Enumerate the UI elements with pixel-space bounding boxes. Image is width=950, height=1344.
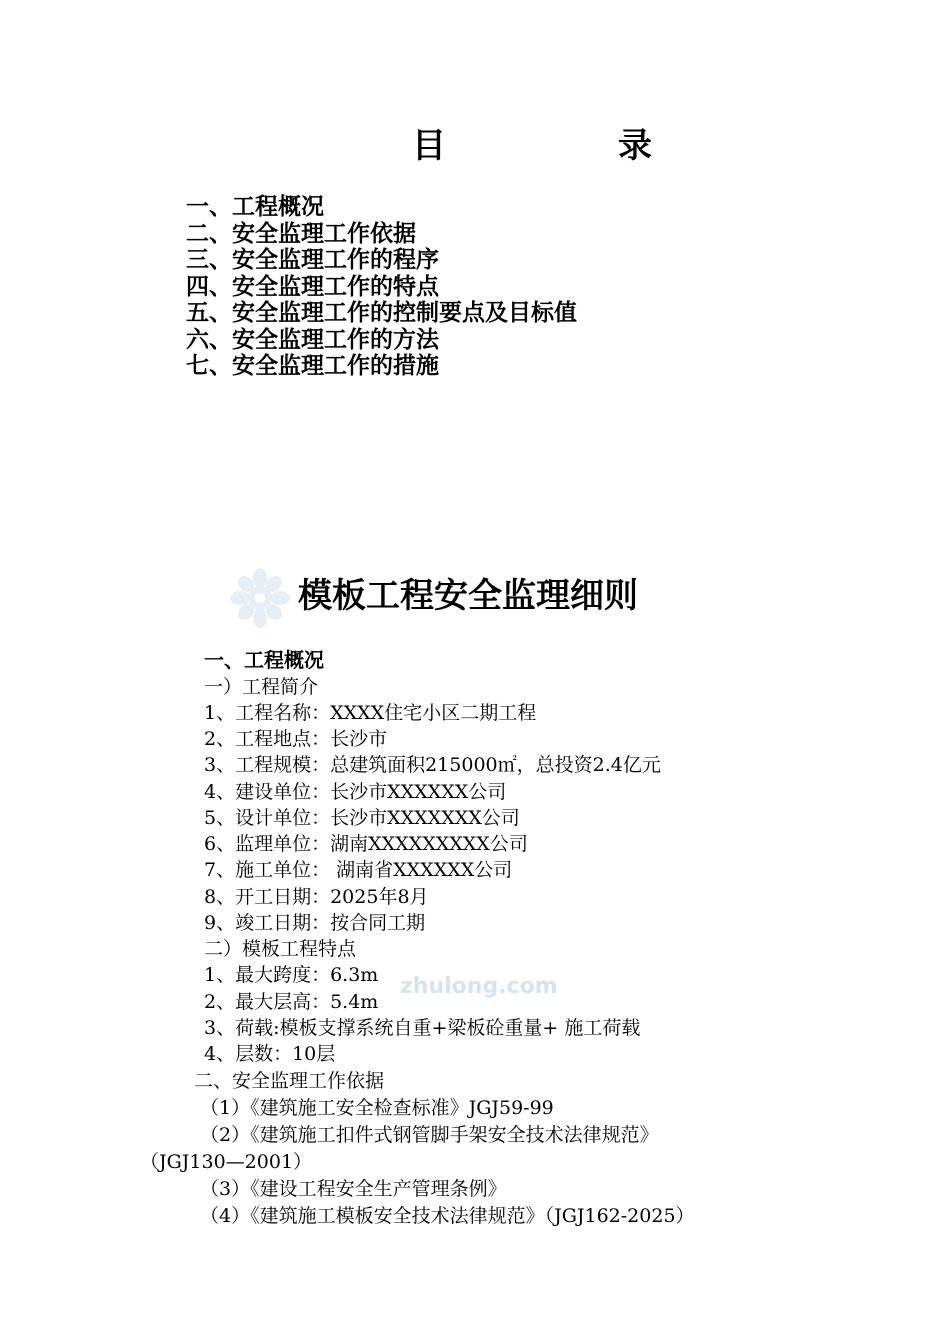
body-line: 9、竣工日期：按合同工期 — [204, 912, 426, 934]
body-line: 7、施工单位： 湖南省XXXXXX公司 — [204, 859, 513, 881]
body-line: 2、工程地点：长沙市 — [204, 728, 388, 750]
table-of-contents — [186, 194, 577, 380]
toc-item: 四、安全监理工作的特点 — [186, 273, 439, 300]
body-line: （2）《建筑施工扣件式钢管脚手架安全技术法律规范》 — [200, 1124, 659, 1146]
body-line: 4、层数：10层 — [204, 1043, 336, 1065]
body-line: 2、最大层高：5.4m — [204, 991, 379, 1013]
body-line: 6、监理单位：湖南XXXXXXXXX公司 — [204, 833, 528, 855]
body-line: （JGJ130—2001） — [140, 1151, 313, 1173]
toc-item: 六、安全监理工作的方法 — [186, 326, 439, 353]
toc-item: 五、安全监理工作的控制要点及目标值 — [186, 300, 577, 326]
section-heading: 一、工程概况 — [204, 648, 324, 672]
body-line: （1）《建筑施工安全检查标准》JGJ59-99 — [200, 1097, 554, 1119]
body-line: 3、荷载:模板支撑系统自重+梁板砼重量+ 施工荷载 — [204, 1017, 641, 1039]
body-line: 8、开工日期：2025年8月 — [204, 886, 429, 908]
section-heading: 二、安全监理工作依据 — [194, 1070, 385, 1092]
body-line: （4）《建筑施工模板安全技术法律规范》（JGJ162-2025） — [200, 1205, 695, 1227]
toc-item: 一、工程概况 — [186, 194, 324, 220]
toc-item: 七、安全监理工作的措施 — [186, 353, 439, 379]
toc-title — [0, 118, 950, 168]
toc-title-left: 目 — [412, 126, 446, 166]
body-line: 1、最大跨度：6.3m — [204, 964, 379, 986]
document-title: 模板工程安全监理细则 — [298, 576, 638, 616]
body-line: 3、工程规模：总建筑面积215000㎡，总投资2.4亿元 — [204, 754, 661, 776]
watermark-logo-icon — [228, 566, 292, 630]
body-line: （3）《建设工程安全生产管理条例》 — [200, 1178, 507, 1200]
body-line: 5、设计单位：长沙市XXXXXXX公司 — [204, 807, 520, 829]
body-line: 1、工程名称：XXXX住宅小区二期工程 — [204, 702, 537, 724]
toc-item: 二、安全监理工作依据 — [186, 220, 416, 247]
subsection-heading: 一）工程简介 — [204, 676, 319, 698]
toc-title-right: 录 — [618, 126, 652, 166]
body-line: 4、建设单位：长沙市XXXXXX公司 — [204, 781, 507, 803]
watermark-text: zhulong.com — [400, 974, 558, 999]
toc-item: 三、安全监理工作的程序 — [186, 247, 439, 273]
subsection-heading: 二）模板工程特点 — [204, 938, 357, 960]
